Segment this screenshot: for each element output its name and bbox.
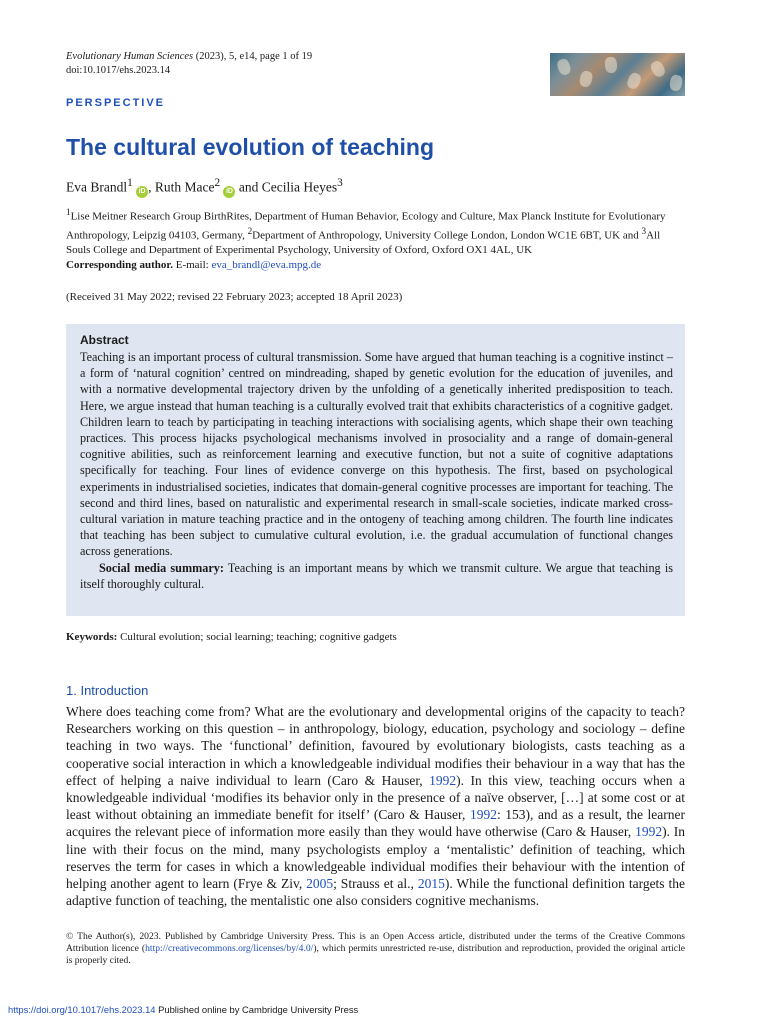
citation-link[interactable]: 2015 xyxy=(417,876,445,892)
abstract-text: Teaching is an important process of cultural transmission. Some have argued that human teaching is a cognitive instinct – a form of ‘natural cognition’ centred on mindreading, shaped by genetic evolution for the education of juveniles, and with a normative developmental trajectory driven by the unfolding of a genetically inherited predisposition to teach. Here, we argue instead that human teaching is a culturally evolved trait that exhibits characteristics of a cognitive gadget. Children learn to teach by participating in teaching interactions with socialising agents, which shape their own teaching practices. This process hijacks psychological mechanisms involved in prosociality and a range of domain-general cognitive abilities, such as reinforcement learning and executive function, but not a suite of cognitive adaptations specifically for teaching. Four lines of evidence converge on this hypothesis. The first, based on psychological experiments in industrialised societies, indicates that domain-general cognitive processes are important for teaching. The second and third lines, based on naturalistic and experimental research in small-scale societies, indicate marked cross-cultural variation in mature teaching practice and in the ontogeny of teaching among children. The fourth line indicates that teaching has been subject to cumulative cultural evolution, i.e. the gradual accumulation of functional changes across generations. xyxy=(80,350,673,559)
corresponding-email-link[interactable]: eva_brandl@eva.mpg.de xyxy=(211,258,322,271)
citation-link[interactable]: 1992 xyxy=(469,807,497,823)
social-summary-text: Teaching is an important means by which we transmit culture. We argue that teaching is itself thoroughly cultural. xyxy=(80,560,673,591)
affiliation-number: 3 xyxy=(641,226,647,237)
article-type-label: PERSPECTIVE xyxy=(66,97,166,109)
affiliation-text: Lise Meitner Research Group BirthRites, Department of Human Behavior, Ecology and Culture, Max Planck Institute for Evolutionary Anthropology, Leipzig 04103, Germany, xyxy=(66,210,666,242)
corresponding-author-label: Corresponding author. xyxy=(66,258,173,271)
author-name: Eva Brandl xyxy=(66,179,128,195)
body-text: ; Strauss et al., xyxy=(333,876,418,892)
journal-banner-image xyxy=(550,53,685,96)
social-summary-label: Social media summary: xyxy=(99,560,224,575)
citation-link[interactable]: 1992 xyxy=(429,772,457,788)
affiliation-text: Department of Anthropology, University College London, London WC1E 6BT, UK and xyxy=(252,229,642,242)
section-heading-introduction: 1. Introduction xyxy=(66,683,149,698)
body-text: Where does teaching come from? What are the evolutionary and developmental origins of the capacity to teach? Researchers working on this question – in anthropology, biology, education, psychology and sociology – define teaching in two ways. The ‘functional’ definition, favoured by evolutionary biologists, casts teaching as a cooperative social interaction in which a knowledgeable individual modifies their behaviour in a way that has the effect of helping a naive individual to learn (Caro & Hauser, xyxy=(66,704,685,788)
author-list xyxy=(66,177,343,198)
affiliation-number: 2 xyxy=(247,226,253,237)
orcid-icon[interactable]: iD xyxy=(223,186,235,198)
author-separator: , xyxy=(148,179,155,195)
author-name: Ruth Mace xyxy=(154,179,215,195)
author-affiliation-number: 3 xyxy=(337,177,343,189)
author-name: Cecilia Heyes xyxy=(261,179,338,195)
abstract-box xyxy=(66,324,685,616)
author-affiliation-number: 2 xyxy=(214,177,221,189)
page-footer xyxy=(8,1004,358,1015)
keywords-text: Cultural evolution; social learning; teaching; cognitive gadgets xyxy=(117,631,397,643)
keywords-label: Keywords: xyxy=(66,631,118,643)
citation-link[interactable]: 2005 xyxy=(306,876,334,892)
abstract-heading: Abstract xyxy=(80,333,129,347)
doi-line: doi:10.1017/ehs.2023.14 xyxy=(66,65,171,76)
orcid-icon[interactable]: iD xyxy=(136,186,148,198)
introduction-paragraph xyxy=(66,703,685,909)
received-dates: (Received 31 May 2022; revised 22 February 2023; accepted 18 April 2023) xyxy=(66,291,403,303)
affiliation-text: All Souls College and Department of Experimental Psychology, University of Oxford, Oxford OX1 4AL, UK xyxy=(66,229,661,257)
footer-text: Published online by Cambridge University Press xyxy=(155,1004,359,1015)
author-affiliation-number: 1 xyxy=(127,177,133,189)
article-title: The cultural evolution of teaching xyxy=(66,134,435,160)
journal-name: Evolutionary Human Sciences xyxy=(66,51,194,62)
body-text: ). In line with their focus on the mind, many psychologists employ a ‘mentalistic’ definition of teaching, which reserves the term for cases in which a knowledgeable individual modifies their behaviour with the intention of helping another agent to learn (Frye & Ziv, xyxy=(66,824,685,892)
license-text: © The Author(s), 2023. Published by Cambridge University Press. This is an Open Access article, distributed under the terms of the Creative Commons Attribution licence ( xyxy=(66,931,685,954)
journal-meta: (2023), 5, e14, page 1 of 19 xyxy=(193,51,313,62)
email-prefix: E-mail: xyxy=(172,258,212,271)
body-text: : 153), and as a result, the learner acquires the relevant piece of information more easily than they would have otherwise (Caro & Hauser, xyxy=(66,807,686,840)
affiliation-number: 1 xyxy=(66,207,71,217)
license-footnote xyxy=(66,931,685,967)
citation-link[interactable]: 1992 xyxy=(635,824,663,840)
affiliations xyxy=(66,205,686,272)
journal-header xyxy=(66,50,312,78)
author-separator: and xyxy=(235,179,262,195)
doi-link[interactable]: https://doi.org/10.1017/ehs.2023.14 xyxy=(8,1004,156,1015)
keywords xyxy=(66,631,397,643)
license-text: ), which permits unrestricted re-use, distribution and reproduction, provided the original article is properly cited. xyxy=(66,943,685,966)
social-media-summary xyxy=(80,560,673,592)
body-text: ). In this view, teaching occurs when a knowledgeable individual ‘modifies its behavior only in the presence of a naïve observer, […] at some cost or at least without obtaining an immediate benefit for itself’ (Caro & Hauser, xyxy=(66,772,685,823)
body-text: ). While the functional definition targets the adaptive function of teaching, the mentalistic one also considers cognitive mechanisms. xyxy=(66,876,685,909)
license-link[interactable]: http://creativecommons.org/licenses/by/4.0/ xyxy=(145,943,314,954)
